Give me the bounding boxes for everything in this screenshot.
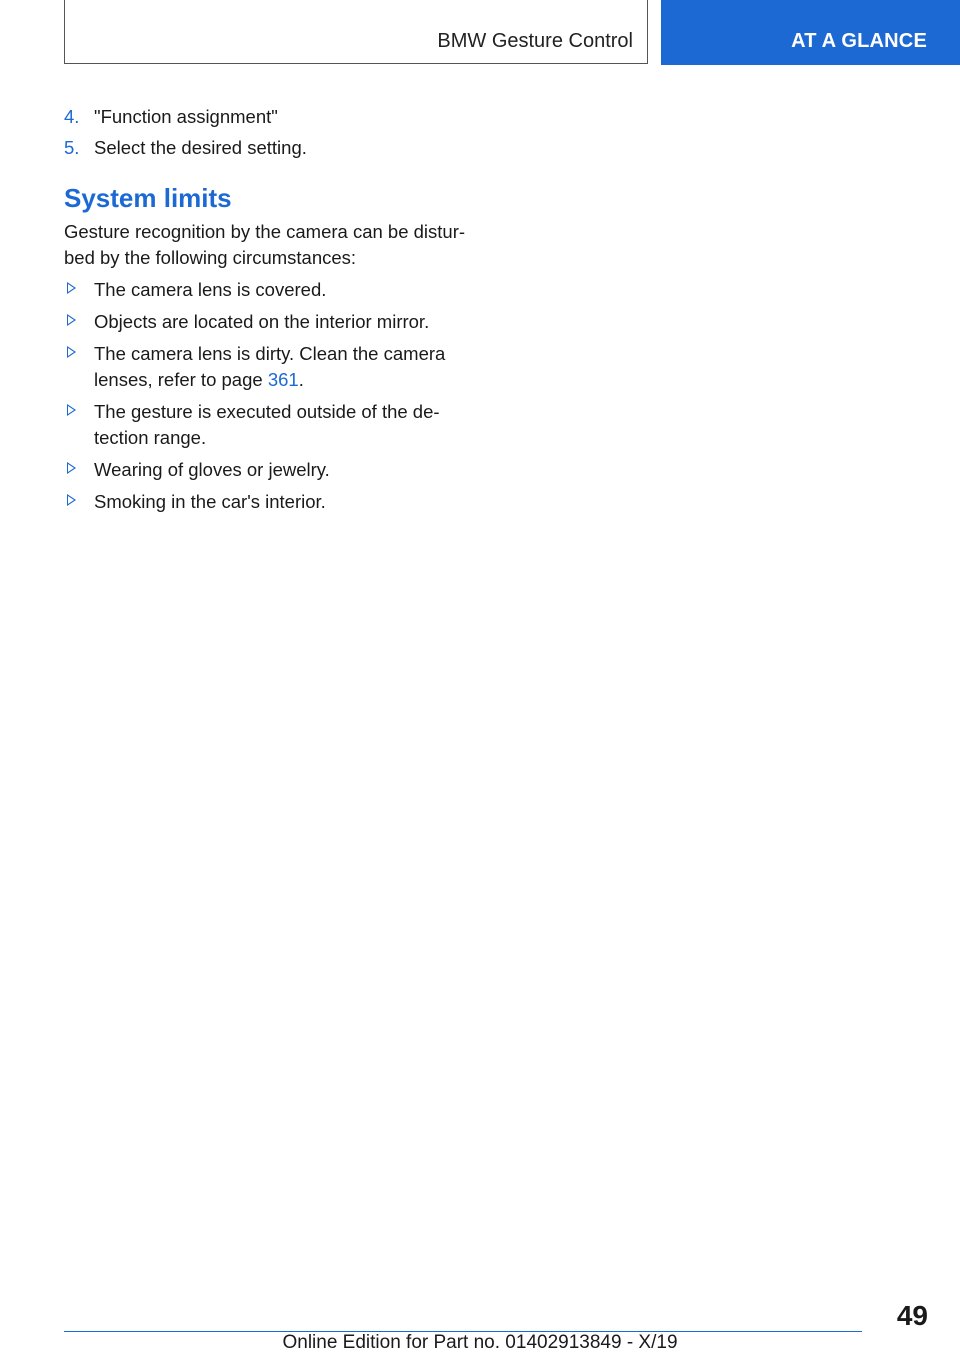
header-chapter-tab[interactable] <box>661 0 960 65</box>
page-reference-link[interactable]: 361 <box>267 369 299 390</box>
list-item-text: The camera lens is dirty. Clean the camera lenses, refer to page <box>94 343 446 390</box>
step-item <box>64 135 484 161</box>
list-item-text: Objects are located on the interior mirror. <box>94 311 430 332</box>
section-intro: Gesture recognition by the camera can be distur-bed by the following circumstances: <box>64 221 466 268</box>
page-number: 49 <box>896 1300 928 1331</box>
triangle-bullet-icon <box>67 282 76 294</box>
triangle-bullet-icon <box>67 314 76 326</box>
list-item-text: The gesture is executed outside of the de-tection range. <box>94 401 440 448</box>
footer-text: Online Edition for Part no. 01402913849 - X/19 <box>282 1332 678 1353</box>
header-section-box <box>64 0 648 64</box>
section-heading: System limits <box>64 183 232 213</box>
list-item <box>64 399 484 451</box>
list-item-text: The camera lens is covered. <box>94 279 327 300</box>
step-number: 5. <box>64 137 80 158</box>
list-item-punctuation: . <box>298 369 304 390</box>
step-text: Select the desired setting. <box>94 137 307 158</box>
list-item <box>64 489 484 515</box>
step-item <box>64 104 484 130</box>
list-item-text: Wearing of gloves or jewelry. <box>94 459 330 480</box>
triangle-bullet-icon <box>67 494 76 506</box>
step-number: 4. <box>64 106 80 127</box>
triangle-bullet-icon <box>67 462 76 474</box>
list-item-text: Smoking in the car's interior. <box>94 491 326 512</box>
step-text: "Function assignment" <box>94 106 278 127</box>
triangle-bullet-icon <box>67 404 76 416</box>
list-item <box>64 457 484 483</box>
header-chapter-label: AT A GLANCE <box>791 30 927 52</box>
header-section-title: BMW Gesture Control <box>437 30 633 52</box>
list-item <box>64 277 484 303</box>
triangle-bullet-icon <box>67 346 76 358</box>
list-item <box>64 341 484 393</box>
main-content <box>64 104 484 521</box>
list-item <box>64 309 484 335</box>
